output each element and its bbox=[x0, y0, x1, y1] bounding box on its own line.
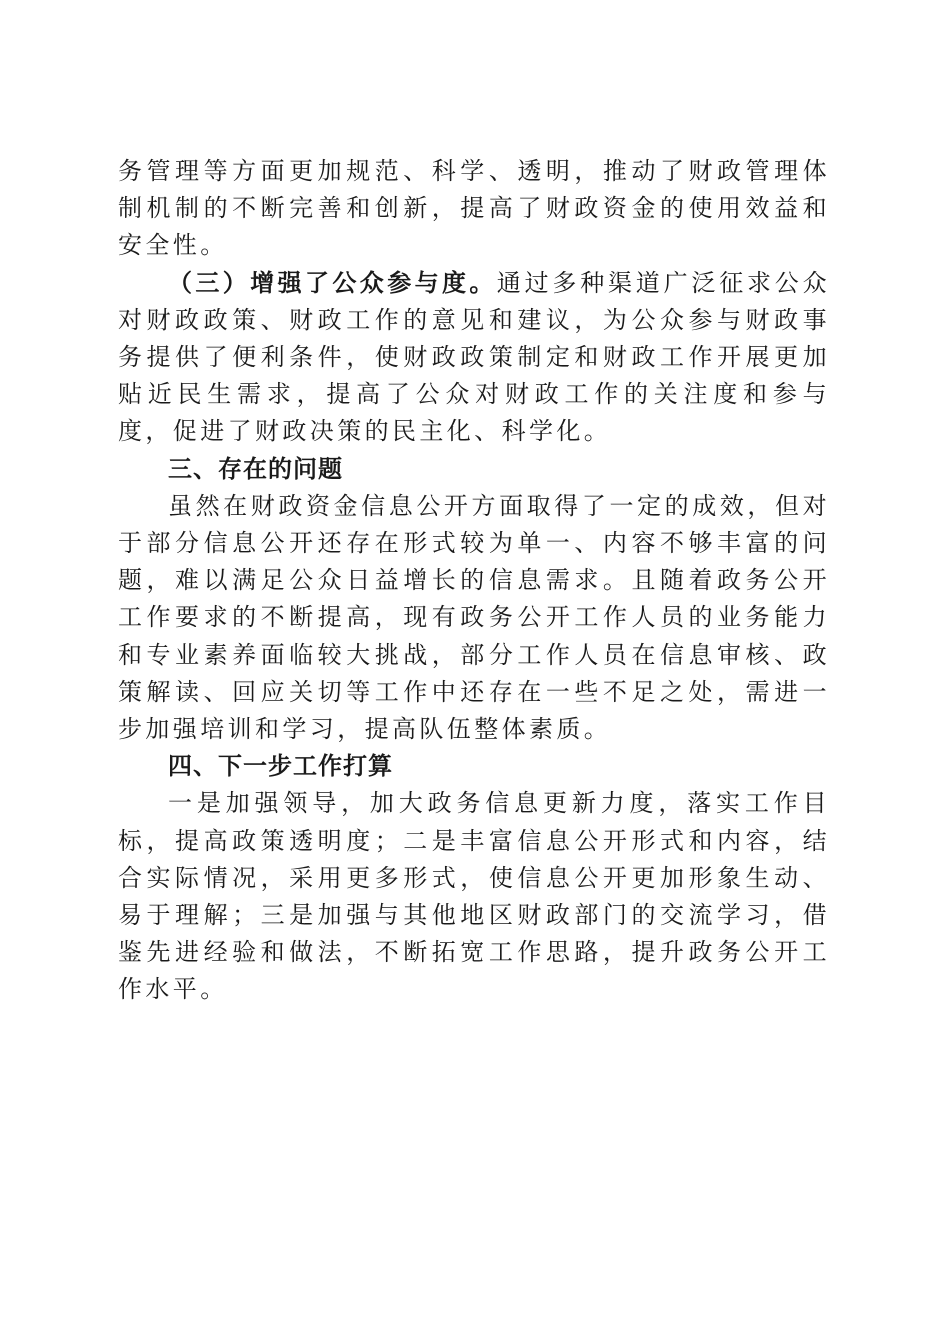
paragraph-next-steps: 一是加强领导，加大政务信息更新力度，落实工作目标，提高政策透明度；二是丰富信息公开形式和内容，结合实际情况，采用更多形式，使信息公开更加形象生动、易于理解；三是加强与其他地区财政部门的交流学习，借鉴先进经验和做法，不断拓宽工作思路，提升政务公开工作水平。 bbox=[118, 789, 830, 1004]
section-heading-next-steps: 四、下一步工作打算 bbox=[168, 752, 393, 781]
paragraph-problems: 虽然在财政资金信息公开方面取得了一定的成效，但对于部分信息公开还存在形式较为单一、内容不够丰富的问题，难以满足公众日益增长的信息需求。且随着政务公开工作要求的不断提高，现有政务公开工作人员的业务能力和专业素养面临较大挑战，部分工作人员在信息审核、政策解读、回应关切等工作中还存在一些不足之处，需进一步加强培训和学习，提高队伍整体素质。 bbox=[118, 491, 830, 744]
section-heading-problems: 三、存在的问题 bbox=[168, 454, 343, 483]
paragraph-public-participation bbox=[118, 265, 830, 451]
paragraph-continued: 务管理等方面更加规范、科学、透明，推动了财政管理体制机制的不断完善和创新，提高了财政资金的使用效益和安全性。 bbox=[118, 157, 830, 260]
subheading-inline: （三）增强了公众参与度。 bbox=[168, 268, 497, 297]
document-body bbox=[118, 153, 830, 1009]
paragraph-text: 通过多种渠道广泛征求公众对财政政策、财政工作的意见和建议，为公众参与财政事务提供了便利条件，使财政政策制定和财政工作开展更加贴近民生需求，提高了公众对财政工作的关注度和参与度，促进了财政决策的民主化、科学化。 bbox=[118, 268, 830, 446]
